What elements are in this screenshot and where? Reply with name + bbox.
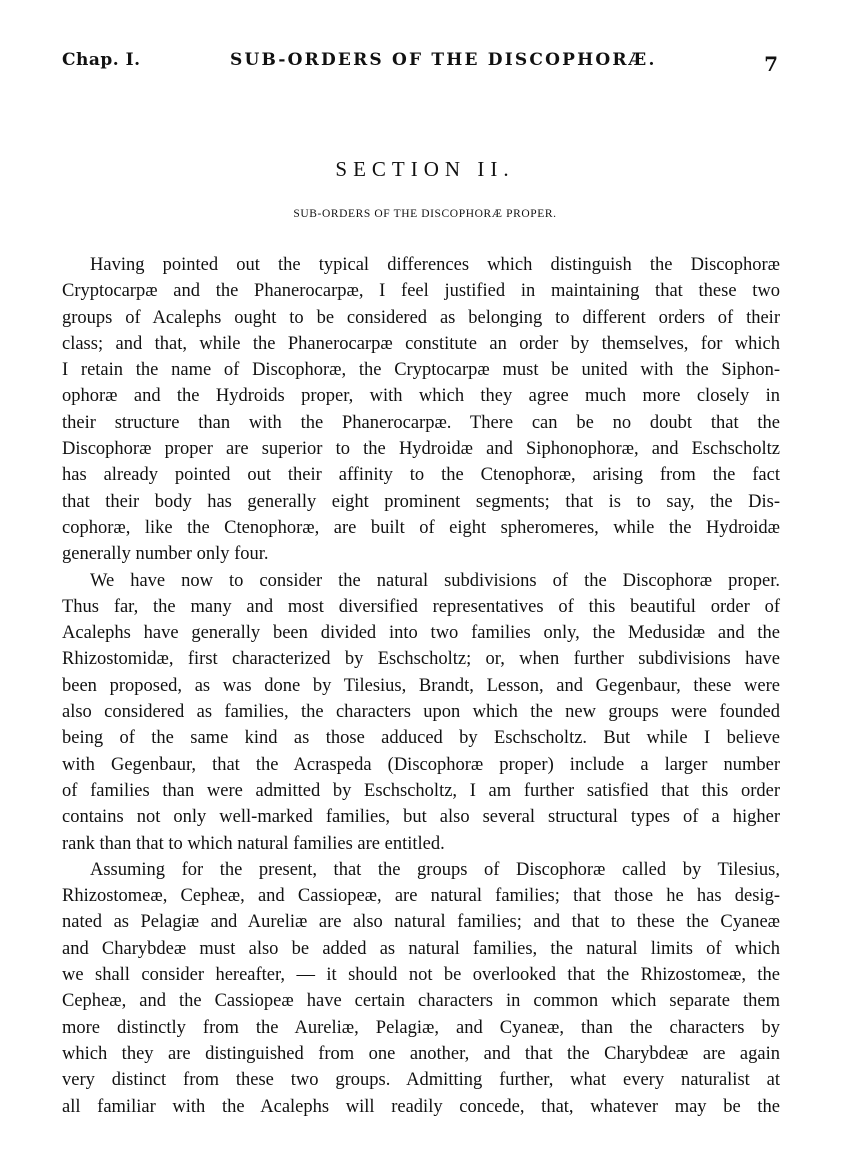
paragraph <box>62 568 780 857</box>
text-line: groups of Acalephs ought to be considered as belonging to different orders of their <box>62 307 780 328</box>
section-subtitle: SUB-ORDERS OF THE DISCOPHORÆ PROPER. <box>293 208 557 220</box>
section-title: SECTION II. <box>335 157 515 181</box>
text-line: Having pointed out the typical differences which distinguish the Discophoræ <box>90 255 780 275</box>
text-line: ophoræ and the Hydroids proper, with which they agree much more closely in <box>62 386 780 407</box>
text-line: their structure than with the Phanerocarpæ. There can be no doubt that the <box>62 412 780 433</box>
chapter-label: Chap. I. <box>62 50 141 70</box>
paragraph <box>62 252 780 568</box>
text-line: being of the same kind as those adduced by Eschscholtz. But while I believe <box>62 728 780 749</box>
text-line: Acalephs have generally been divided into two families only, the Medusidæ and the <box>62 623 780 644</box>
text-line: all familiar with the Acalephs will readily concede, that, whatever may be the <box>62 1096 780 1117</box>
text-line: very distinct from these two groups. Admitting further, what every naturalist at <box>62 1070 780 1091</box>
text-line: Cepheæ, and the Cassiopeæ have certain characters in common which separate them <box>62 991 780 1012</box>
text-line: Discophoræ proper are superior to the Hydroidæ and Siphonophoræ, and Eschscholtz <box>62 439 780 460</box>
text-line: we shall consider hereafter, — it should not be overlooked that the Rhizostomeæ, the <box>62 965 780 986</box>
text-line: been proposed, as was done by Tilesius, Brandt, Lesson, and Gegenbaur, these were <box>62 675 780 696</box>
text-line: generally number only four. <box>62 544 269 565</box>
paragraph <box>62 857 780 1120</box>
running-title: SUB-ORDERS OF THE DISCOPHORÆ. <box>230 50 657 70</box>
page-number: 7 <box>764 52 778 76</box>
text-line: with Gegenbaur, that the Acraspeda (Discophoræ proper) include a larger number <box>62 754 780 775</box>
text-line: Rhizostomidæ, first characterized by Eschscholtz; or, when further subdivisions have <box>62 649 780 670</box>
text-line: contains not only well-marked families, but also several structural types of a higher <box>62 807 780 828</box>
text-line: rank than that to which natural families are entitled. <box>62 833 445 854</box>
text-line: more distinctly from the Aureliæ, Pelagiæ, and Cyaneæ, than the characters by <box>62 1017 780 1038</box>
text-line: We have now to consider the natural subdivisions of the Discophoræ proper. <box>90 570 780 591</box>
text-line: that their body has generally eight prominent segments; that is to say, the Dis- <box>62 491 780 512</box>
text-line: which they are distinguished from one another, and that the Charybdeæ are again <box>62 1043 780 1064</box>
text-line: has already pointed out their affinity to the Ctenophoræ, arising from the fact <box>62 465 780 486</box>
text-line: class; and that, while the Phanerocarpæ constitute an order by themselves, for which <box>62 333 780 354</box>
text-line: cophoræ, like the Ctenophoræ, are built of eight spheromeres, while the Hydroidæ <box>62 517 780 538</box>
text-line: and Charybdeæ must also be added as natural families, the natural limits of which <box>62 938 780 959</box>
text-line: Assuming for the present, that the groups of Discophoræ called by Tilesius, <box>90 859 780 880</box>
text-line: Cryptocarpæ and the Phanerocarpæ, I feel justified in maintaining that these two <box>62 281 780 302</box>
text-line: Rhizostomeæ, Cepheæ, and Cassiopeæ, are natural families; that those he has desig- <box>62 886 780 907</box>
text-line: nated as Pelagiæ and Aureliæ are also natural families; and that to these the Cyaneæ <box>62 912 780 933</box>
body-text <box>62 252 780 1120</box>
running-head <box>62 48 782 76</box>
text-line: of families than were admitted by Eschscholtz, I am further satisfied that this order <box>62 780 780 801</box>
text-line: I retain the name of Discophoræ, the Cryptocarpæ must be united with the Siphon- <box>62 360 780 381</box>
text-line: also considered as families, the characters upon which the new groups were founded <box>62 702 780 723</box>
text-line: Thus far, the many and most diversified representatives of this beautiful order of <box>62 596 780 617</box>
